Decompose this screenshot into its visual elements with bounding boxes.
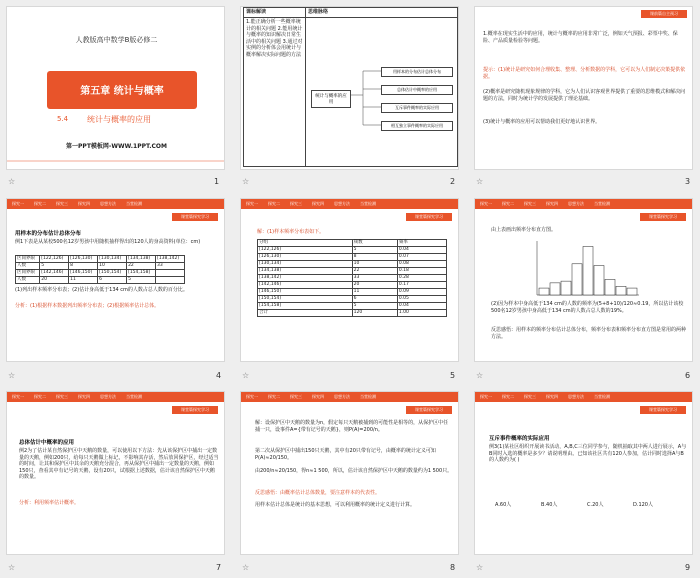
tab-item[interactable]: 思想方法 [568,201,584,206]
heading: 用样本的分布估计总体分布 [15,231,82,237]
slide-3[interactable] [474,6,693,170]
site-label: 第一PPT模板网-WWW.1PPT.COM [66,143,167,150]
cell: [126,130) [258,254,353,261]
slide-5[interactable] [240,198,459,362]
slide-number: 9 [685,563,691,572]
decor-line-icon [7,155,225,167]
slide-number: 2 [450,177,456,186]
section-tag: 课堂篇探究学习 [406,406,452,414]
cell [156,270,185,277]
question: 例1下表是从某校500名12岁男孩中用随机抽样得出的120人的身高资料(单位：cm) [15,239,201,245]
cell: [146,150) [258,289,353,296]
section-tag: 课堂篇探究学习 [172,213,218,221]
tab-item[interactable]: 探究四 [312,394,324,399]
histogram-bar [627,288,637,295]
cell: 22 [127,263,156,270]
star-icon: ☆ [242,177,250,186]
tab-item[interactable]: 当堂检测 [360,201,376,206]
table-head-2: 思维脉络 [308,9,329,15]
solution: 解：设保护区中天鹅的数量为n，假定每只天鹅被捕到的可能性是相等的，从保护区中任捕一只，设事件A={带有记号的天鹅}，则P(A)=200/n。 [255,420,449,433]
slide-number: 1 [214,177,220,186]
tab-item[interactable]: 当堂检测 [126,394,142,399]
tab-item[interactable]: 探究四 [546,201,558,206]
tab-item[interactable]: 探究二 [502,394,514,399]
solution-line: 第二次从保护区中捕出150只天鹅，其中有20只带有记号，由概率的统计定义可知P(A)≈20/150。 [255,448,436,461]
histogram-bar [539,288,549,295]
section-title: 统计与概率的应用 [87,115,151,124]
mindmap-branch: 用样本的分布估计总体分布 [381,67,453,77]
cell: 0.07 [397,254,446,261]
tab-item[interactable]: 探究三 [290,394,302,399]
cell: 0.09 [397,289,446,296]
mindmap-root: 统计与概率的应用 [311,90,351,108]
tab-item[interactable]: 探究一 [12,394,24,399]
slide-2[interactable] [240,6,459,170]
reflection: 反思感悟：用样本的频率分布估计总体分布，频率分布表和频率分布直方图是常用的两种方法。 [491,327,687,340]
cell [156,277,185,284]
section-tag: 课堂篇探究学习 [172,406,218,414]
cell: 合计 [258,310,353,317]
cell: [142,146) [258,282,353,289]
slide-7[interactable] [6,391,225,555]
tab-item[interactable]: 探究三 [56,201,68,206]
cell: 0.04 [397,303,446,310]
cell: 0.08 [397,261,446,268]
tab-item[interactable]: 探究三 [56,394,68,399]
cell: 1.00 [397,310,446,317]
tasks: (1)列出样本频率分布表；(2)估计身高低于134 cm的人数占总人数的百分比。 [15,287,188,293]
paragraph: (2)概率是研究随机现象规律的学科，它为人们认识客观世界提供了重要的思维模式和解决问题的方法，同时为统计学的发展提供了理论基础。 [483,89,686,102]
star-icon: ☆ [8,371,16,380]
cell: 10 [352,261,397,268]
slide-number: 7 [216,563,222,572]
cell: 5 [40,263,69,270]
star-icon: ☆ [8,563,16,572]
question: 例3(1)某社区组织开展读书活动，A,B,C三位同学参与，随机抽取其中两人进行展示，A与B同时入选的概率是多少？请说明理由。已知该社区共有120人参加，估计同时选择A与B的人数约为( ) [489,444,687,463]
tab-item[interactable]: 探究二 [34,201,46,206]
header-cell: 频率 [397,240,446,247]
cell: [134,138) [258,268,353,275]
cell: [138,142) [258,275,353,282]
section-tag: 课前篇自主预习 [641,10,687,18]
section-tag: 课堂篇探究学习 [640,406,686,414]
header-cell: 频数 [352,240,397,247]
cell: [154,158] [258,303,353,310]
choice-c[interactable]: C.20人 [587,502,604,508]
section-tag: 课堂篇探究学习 [640,213,686,221]
mindmap-branch: 互斥事件概率的实际应用 [381,103,453,113]
cell: 0.04 [397,247,446,254]
tab-item[interactable]: 探究二 [502,201,514,206]
tab-item[interactable]: 思想方法 [100,394,116,399]
slide-number: 4 [216,371,222,380]
cell: 8 [352,254,397,261]
tab-item[interactable]: 探究二 [268,394,280,399]
cell: [130,134) [258,261,353,268]
tab-item[interactable]: 当堂检测 [594,394,610,399]
cell: [130,134) [98,256,127,263]
cell: 0.18 [397,268,446,275]
slide-number: 6 [685,371,691,380]
solution-line: 由200/n≈20/150，得n≈1 500，所以，估计该自然保护区中天鹅的数量约为1 500只。 [255,468,453,474]
tab-item[interactable]: 思想方法 [568,394,584,399]
book-title: 人教版高中数学B版必修二 [75,36,158,44]
paragraph: 1.概率在现实生活中的应用，统计与概率的应用非常广泛，例如天气预报、彩票中奖、保险、产品质量检验等问题。 [483,31,678,44]
hint-paragraph: 提示：(1)统计是研究如何合理收集、整理、分析数据的学科，它可以为人们制定决策提供依据。 [483,67,686,80]
solution-line: 用样本估计总体是统计的基本思想，可以利用概率的统计定义进行计算。 [255,502,416,508]
star-icon: ☆ [242,563,250,572]
heading: 总体估计中概率的应用 [19,440,75,446]
answer: (2)因为样本中身高低于134 cm的人数的频率为(5+8+10)/120≈0.19，所以估计该校500名12岁男孩中身高低于134 cm的人数占总人数的19%。 [491,301,684,314]
cell: 人数 [16,277,40,284]
tab-item[interactable]: 探究二 [34,394,46,399]
reflection: 反思感悟：由概率估计总体数量，要注意样本的代表性。 [255,490,381,496]
cell: [142,146) [40,270,69,277]
cell: 8 [69,263,98,270]
slide-number: 3 [685,177,691,186]
star-icon: ☆ [242,371,250,380]
tab-item[interactable]: 探究二 [268,201,280,206]
star-icon: ☆ [476,371,484,380]
question: 例2为了估计某自然保护区中天鹅的数量，可以使用以下方法：先从该保护区中捕出一定数量的天鹅，例如200只，给每只天鹅做上标记，不影响其存活，然后放回保护区，经过适当的时间，让其和保护区中其余的天鹅充分混合，再从保护区中捕出一定数量的天鹅，例如150只，查看其中有记号的天鹅，设有20只，试根据上述数据，估计该自然保护区中天鹅的数量。 [19,448,219,480]
tab-item[interactable]: 当堂检测 [126,201,142,206]
star-icon: ☆ [476,177,484,186]
cell: 0.28 [397,275,446,282]
cell: 区间界限 [16,256,40,263]
tab-item[interactable]: 探究三 [524,394,536,399]
analysis: 分析：利用频率估计概率。 [19,500,80,506]
slide-number: 5 [450,371,456,380]
choice-b[interactable]: B.40人 [541,502,558,508]
cell: 6 [98,277,127,284]
tab-item[interactable]: 探究一 [480,394,492,399]
tab-item[interactable]: 当堂检测 [360,394,376,399]
tab-item[interactable]: 探究四 [546,394,558,399]
cell: 22 [352,268,397,275]
tab-item[interactable]: 探究四 [78,394,90,399]
cell: [150,154) [258,296,353,303]
cell: 20 [40,277,69,284]
star-icon: ☆ [8,177,16,186]
header-cell: 分组 [258,240,353,247]
cell: 5 [352,303,397,310]
choice-d[interactable]: D.120人 [633,502,653,508]
tab-item[interactable]: 探究一 [480,201,492,206]
cell: 11 [352,289,397,296]
chapter-title: 第五章 统计与概率 [80,86,164,97]
objectives: 1.能正确分析一些概率统计的相关问题 2.能用统计与概率的知识解决日常生活中的相关问题 3.通过对实例的分析体会用统计与概率解决实际问题的方法 [246,19,303,58]
tab-item[interactable]: 探究四 [312,201,324,206]
cell: 33 [352,275,397,282]
cell: 33 [156,263,185,270]
tab-item[interactable]: 探究三 [290,201,302,206]
slide-number: 8 [450,563,456,572]
tab-item[interactable]: 当堂检测 [594,201,610,206]
cell: [122,126) [40,256,69,263]
histogram-bar [572,264,582,295]
paragraph: (3)统计与概率的应用可以帮助我们更好地认识世界。 [483,119,601,125]
cell: [146,150) [69,270,98,277]
histogram-caption: 由上表画出频率分布直方图。 [491,227,557,233]
histogram-bar [594,266,604,295]
histogram-bar [605,279,615,295]
slide-9[interactable] [474,391,693,555]
slide-6[interactable] [474,198,693,362]
cell: 5 [352,247,397,254]
star-icon: ☆ [476,563,484,572]
cell: [150,154) [98,270,127,277]
tab-item[interactable]: 探究四 [78,201,90,206]
section-number: 5.4 [57,115,69,123]
tab-item[interactable]: 探究一 [246,394,258,399]
cell: [134,138) [127,256,156,263]
cell: 0.17 [397,282,446,289]
analysis: 分析：(1)根据样本数据列出频率分布表；(2)根据频率估计总体。 [15,303,160,309]
section-tag: 课堂篇探究学习 [406,213,452,221]
solution: 解：(1)样本频率分布表如下。 [257,229,325,235]
mindmap-branch: 总体估计中概率的应用 [381,85,453,95]
cell: [138,142) [156,256,185,263]
tab-item[interactable]: 思想方法 [100,201,116,206]
slide-8[interactable] [240,391,459,555]
table-head-1: 课标解读 [246,9,267,15]
tab-item[interactable]: 思想方法 [334,201,350,206]
cell: [126,130) [69,256,98,263]
tab-item[interactable]: 探究三 [524,201,536,206]
cell: 人数 [16,263,40,270]
histogram-bar [561,281,571,295]
cell: 10 [98,263,127,270]
tab-item[interactable]: 探究一 [12,201,24,206]
mindmap-branch: 相互独立事件概率的实际应用 [381,121,453,131]
cell: [122,126) [258,247,353,254]
cell: 0.05 [397,296,446,303]
cell: 5 [127,277,156,284]
histogram-bar [550,283,560,295]
tab-item[interactable]: 思想方法 [334,394,350,399]
histogram-bar [583,246,593,295]
heading: 互斥事件概率的实际应用 [489,436,550,442]
histogram-bar [616,286,626,295]
cell: 20 [352,282,397,289]
cell: [154,158] [127,270,156,277]
cell: 120 [352,310,397,317]
cell: 11 [69,277,98,284]
choice-a[interactable]: A.60人 [495,502,512,508]
slide-4[interactable] [6,198,225,362]
slide-1[interactable] [6,6,225,170]
frequency-table [257,239,447,317]
tab-item[interactable]: 探究一 [246,201,258,206]
cell: 6 [352,296,397,303]
histogram [531,239,641,299]
data-table [15,255,185,284]
cell: 区间界限 [16,270,40,277]
